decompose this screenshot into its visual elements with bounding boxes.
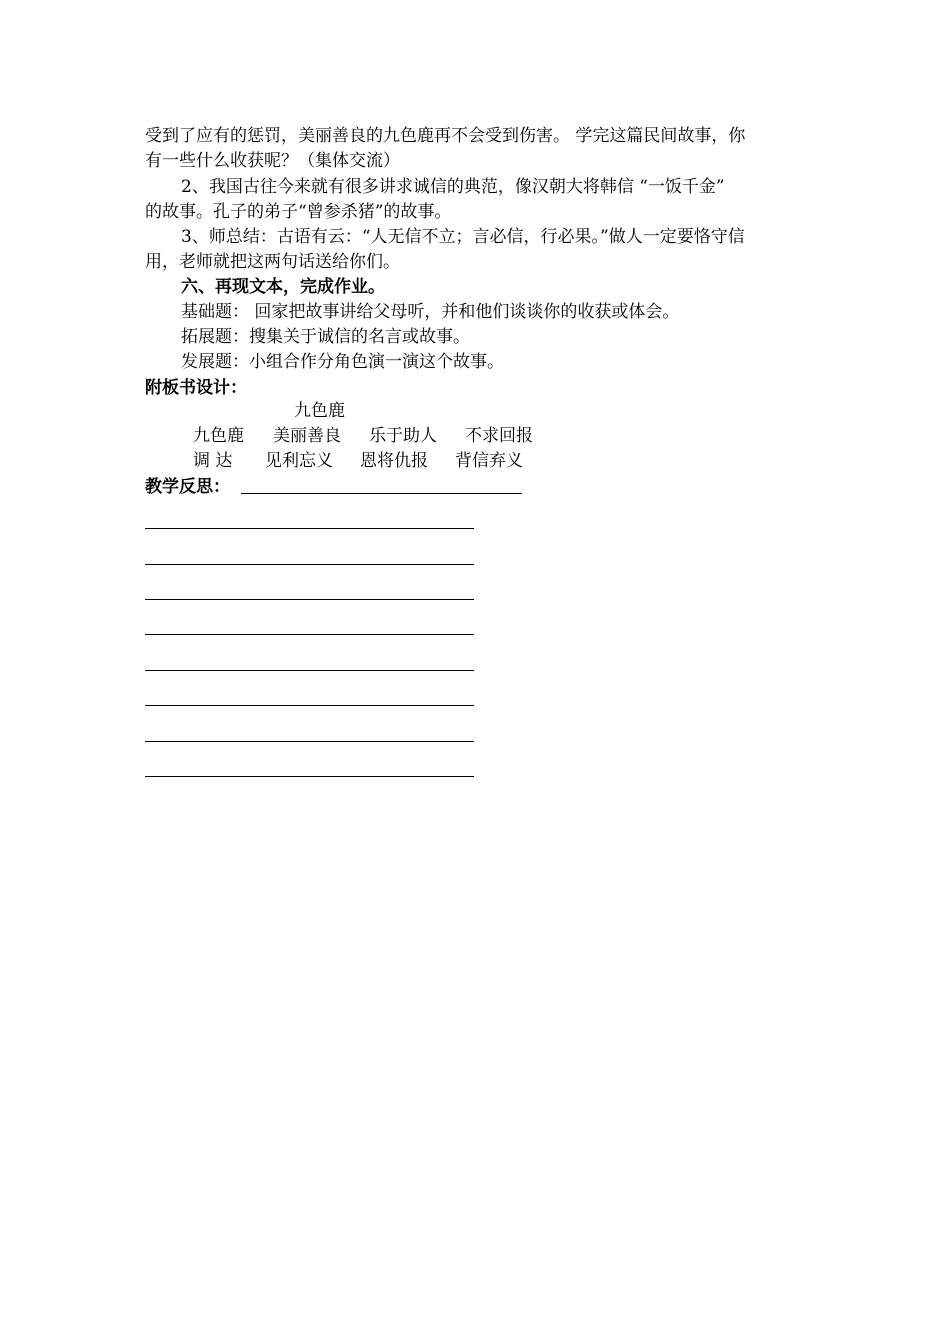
board-cell: 不求回报 [465, 426, 533, 446]
reflection-blank-line[interactable] [145, 776, 474, 777]
board-cell: 乐于助人 [369, 426, 437, 446]
section-six-heading: 六、再现文本，完成作业。 [181, 277, 385, 297]
reflection-underline[interactable] [241, 493, 522, 494]
reflection-blank-line[interactable] [145, 634, 474, 635]
board-cell: 恩将仇报 [360, 451, 428, 471]
homework-basic: 基础题： 回家把故事讲给父母听，并和他们谈谈你的收获或体会。 [181, 302, 680, 322]
homework-extend: 拓展题：搜集关于诚信的名言或故事。 [181, 327, 470, 347]
homework-develop: 发展题：小组合作分角色演一演这个故事。 [181, 352, 504, 372]
reflection-blank-line[interactable] [145, 599, 474, 600]
paragraph-1-line-2: 有一些什么收获呢？（集体交流） [145, 151, 400, 171]
paragraph-1-line-1: 受到了应有的惩罚，美丽善良的九色鹿再不会受到伤害。 学完这篇民间故事，你 [145, 126, 746, 146]
reflection-blank-line[interactable] [145, 705, 474, 706]
paragraph-2-line-2: 的故事。孔子的弟子“曾参杀猪”的故事。 [145, 202, 452, 222]
reflection-blank-line[interactable] [145, 564, 474, 565]
board-cell: 调 达 [193, 451, 233, 471]
board-title: 九色鹿 [294, 401, 345, 421]
paragraph-2-line-1: 2、我国古往今来就有很多讲求诚信的典范，像汉朝大将韩信 “一饭千金” [181, 177, 725, 197]
board-cell: 见利忘义 [265, 451, 333, 471]
board-cell: 背信弃义 [455, 451, 523, 471]
paragraph-3-line-2: 用，老师就把这两句话送给你们。 [145, 252, 400, 272]
board-cell: 美丽善良 [273, 426, 341, 446]
reflection-blank-line[interactable] [145, 741, 474, 742]
teaching-reflection-label: 教学反思： [145, 477, 230, 497]
board-design-heading: 附板书设计： [145, 378, 247, 398]
reflection-blank-line[interactable] [145, 670, 474, 671]
reflection-blank-line[interactable] [145, 528, 474, 529]
board-cell: 九色鹿 [193, 426, 244, 446]
paragraph-3-line-1: 3、师总结：古语有云：“人无信不立；言必信，行必果。”做人一定要恪守信 [181, 227, 745, 247]
